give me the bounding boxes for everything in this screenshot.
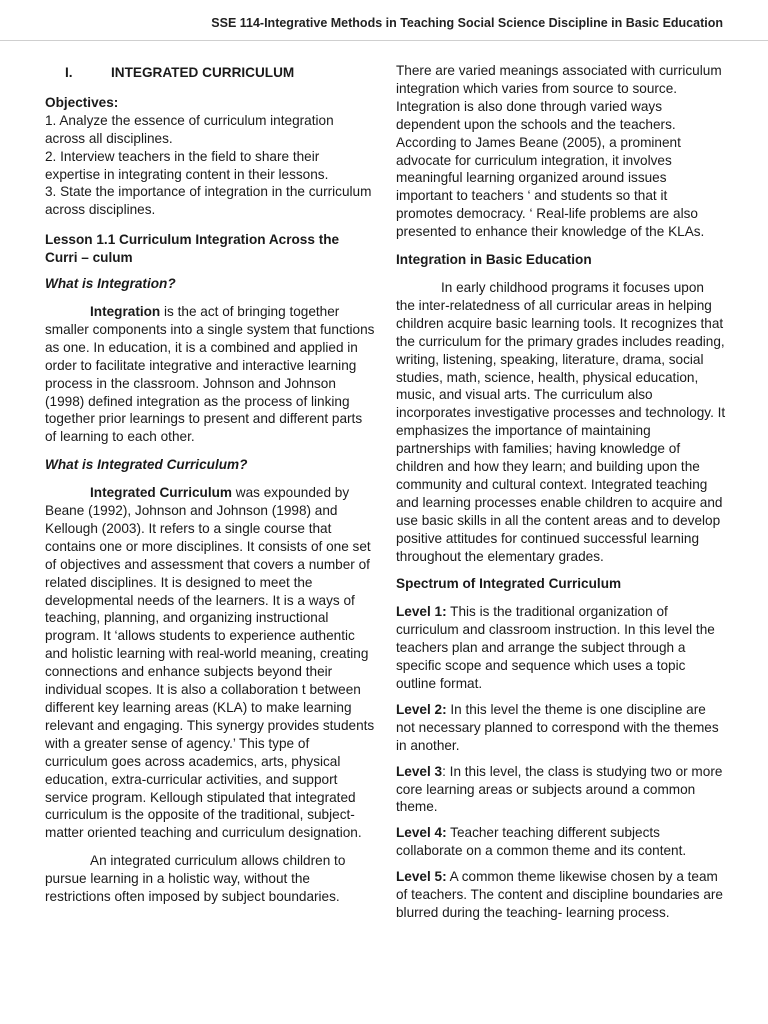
level-text: : In this level, the class is studying two or more core learning areas or subjects around a common theme. — [396, 763, 723, 815]
section-heading — [45, 64, 375, 82]
levels-list — [396, 603, 726, 922]
level-item — [396, 868, 726, 922]
objectives-label: Objectives: — [45, 94, 119, 110]
objective-item: 1. Analyze the essence of curriculum integration across all disciplines. — [45, 112, 334, 146]
objective-item: 2. Interview teachers in the field to share their expertise in integrating content in their lessons. — [45, 148, 329, 182]
section-title: INTEGRATED CURRICULUM — [111, 65, 295, 80]
closing-paragraph: An integrated curriculum allows children to pursue learning in a holistic way, without the restrictions often imposed by subject boundaries. — [45, 853, 346, 905]
section-numeral: I. — [65, 65, 73, 80]
level-label: Level 2: — [396, 701, 447, 717]
question-heading-integration: What is Integration? — [45, 276, 176, 292]
integrated-curriculum-paragraph — [45, 484, 375, 842]
objectives-block — [45, 94, 375, 219]
level-text: This is the traditional organization of curriculum and classroom instruction. In this level the teachers plan and arrange the subject through a specific scope and sequence which uses a topic outline format. — [396, 604, 715, 691]
level-label: Level 1: — [396, 604, 447, 620]
level-item — [396, 824, 726, 860]
level-text: A common theme likewise chosen by a team of teachers. The content and discipline boundaries are blurred during the teaching- learning process. — [396, 869, 723, 920]
level-item — [396, 763, 726, 817]
lesson-title: Lesson 1.1 Curriculum Integration Across the Curri – culum — [45, 232, 340, 266]
basic-education-paragraph: In early childhood programs it focuses upon the inter-relatedness of all curricular areas in helping children acquire basic learning tools. It recognizes that the curriculum for the primary grades includes reading, writing, listening, speaking, literature, drama, social studies, math, science, health, physical education, music, and visual arts. The curriculum also incorporates investigative processes and technology. It emphasizes the importance of maintaining partnerships with families; having knowledge of children and how they learn; and building upon the community and cultural context. Integrated teaching and learning processes enable children to acquire and use basic skills in all the content areas and to develop positive attitudes for continued successful learning throughout the elementary grades. — [396, 279, 726, 564]
level-item — [396, 701, 726, 755]
basic-education-heading: Integration in Basic Education — [396, 252, 592, 268]
question-heading-integrated-curriculum: What is Integrated Curriculum? — [45, 457, 248, 473]
integration-body: is the act of bringing together smaller components into a single system that functions as one. In education, it is a combined and applied in order to facilitate integrative and interactive learning process in the classroom. Johnson and Johnson (1998) defined integration as the process of linking together prior learnings to present and different parts of learning to each other. — [45, 303, 375, 445]
level-item — [396, 603, 726, 693]
integration-paragraph — [45, 303, 375, 446]
level-text: Teacher teaching different subjects collaborate on a common theme and its content. — [396, 825, 687, 859]
integrated-curriculum-term: Integrated Curriculum — [90, 485, 232, 501]
left-column — [45, 62, 375, 916]
intro-paragraph: There are varied meanings associated with curriculum integration which varies from source to source. Integration is also done through varied ways dependent upon the schools and the teachers. According to James Beane (2005), a prominent advocate for curriculum integration, it involves meaningful learning organized around issues important to teachers ‘ and students so that it promotes democracy. ‘ Real-life problems are also presented to enhance their knowledge of the KLAs. — [396, 63, 722, 240]
level-label: Level 5: — [396, 869, 447, 885]
header-divider — [0, 40, 768, 41]
level-label: Level 4: — [396, 825, 447, 841]
integration-term: Integration — [90, 303, 161, 319]
level-label: Level 3 — [396, 763, 443, 779]
spectrum-heading: Spectrum of Integrated Curriculum — [396, 576, 622, 592]
document-header-title: SSE 114-Integrative Methods in Teaching Social Science Discipline in Basic Education — [211, 16, 723, 30]
right-column — [396, 62, 726, 930]
level-text: In this level the theme is one discipline are not necessary planned to correspond with the themes in another. — [396, 701, 719, 753]
integrated-curriculum-body: was expounded by Beane (1992), Johnson and Johnson (1998) and Kellough (2003). It refers to a single course that contains one or more disciplines. It consists of one set of objectives and assessment that covers a number of related disciplines. It is designed to meet the developmental needs of the learners. It is a ways of teaching, planning, and organizing instructional program. It ‘allows students to experience authentic and holistic learning with real-world meaning, creating connections and enhance subjects beyond their individual scopes. It is also a collaboration t between different key learning areas (KLA) to make learning relevant and engaging. This synergy provides students with a greater sense of agency.’ This type of curriculum goes across academics, arts, physical education, extra-curricular activities, and support service program. Kellough stipulated that integrated curriculum is the opposite of the traditional, subject-matter oriented teaching and curriculum designation. — [45, 485, 375, 841]
objective-item: 3. State the importance of integration in the curriculum across disciplines. — [45, 184, 372, 218]
